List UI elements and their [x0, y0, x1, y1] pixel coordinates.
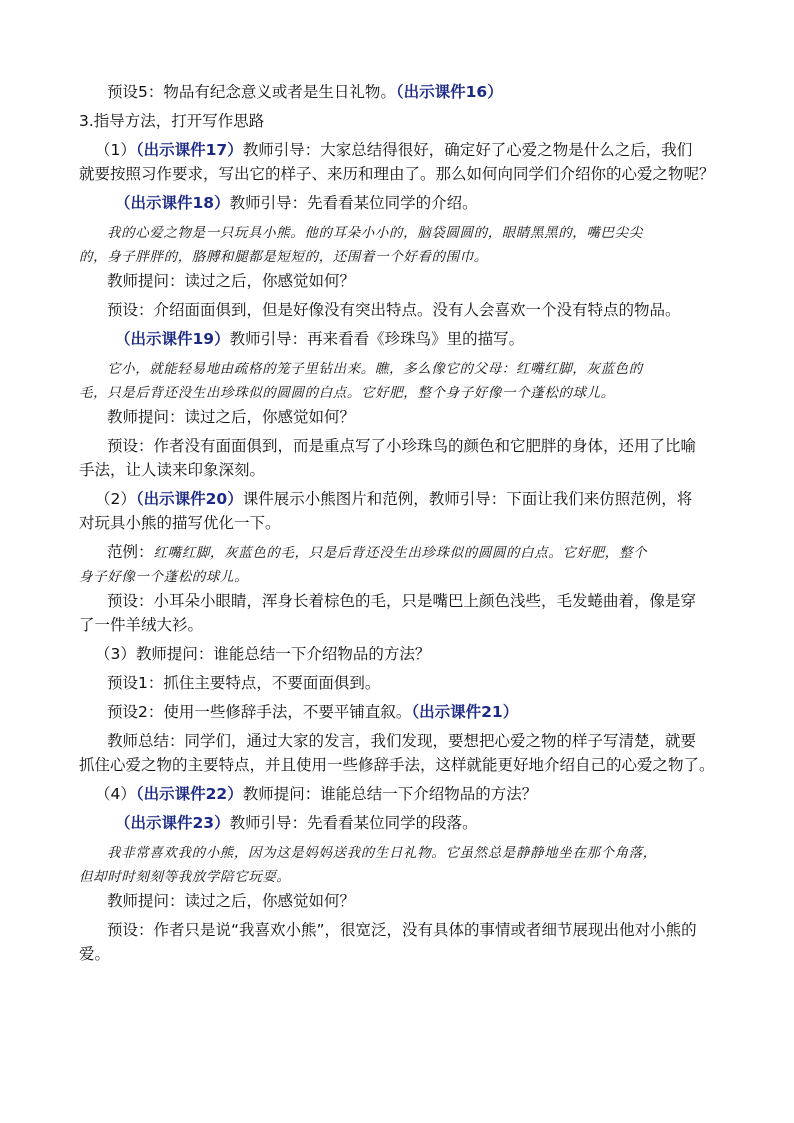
text: 预设：小耳朵小眼睛，浑身长着棕色的毛，只是嘴巴上颜色浅些，毛发蜷曲着，像是穿 [107, 592, 697, 610]
paragraph-preset-answer-2 [107, 434, 719, 458]
text: （3）教师提问：谁能总结一下介绍物品的方法？ [95, 645, 431, 663]
text: 教师提问：读过之后，你感觉如何？ [107, 892, 356, 910]
text: 我非常喜欢我的小熊，因为这是妈妈送我的生日礼物。它虽然总是静静地坐在那个角落， [107, 845, 657, 861]
paragraph-courseware-19 [115, 327, 719, 351]
courseware-tag: （出示课件18） [115, 194, 230, 212]
text: 的，身子胖胖的，胳膊和腿都是短短的，还围着一个好看的围巾。 [79, 249, 488, 265]
paragraph-step-1-cont [79, 162, 719, 186]
paragraph-step-4 [95, 782, 719, 806]
text: 教师引导：再来看看《珍珠鸟》里的描写。 [229, 330, 525, 348]
section-heading-guide-method [79, 109, 719, 133]
courseware-tag: （出示课件19） [115, 330, 230, 348]
text: 教师引导：先看看某位同学的介绍。 [229, 194, 478, 212]
paragraph-teacher-summary [107, 729, 719, 753]
paragraph-courseware-23 [115, 811, 719, 835]
text: 课件展示小熊图片和范例，教师引导：下面让我们来仿照范例，将 [242, 490, 693, 508]
paragraph-step-3 [95, 642, 719, 666]
text: 预设：作者只是说“我喜欢小熊”，很宽泛，没有具体的事情或者细节展现出他对小熊的 [107, 921, 697, 939]
paragraph-courseware-18 [115, 191, 719, 215]
courseware-tag: （出示课件22） [135, 785, 243, 803]
text: 它小，就能轻易地由疏格的笼子里钻出来。瞧，多么像它的父母：红嘴红脚，灰蓝色的 [107, 361, 643, 377]
courseware-tag: （出示课件23） [115, 814, 230, 832]
text: 预设：介绍面面俱到，但是好像没有突出特点。没有人会喜欢一个没有特点的物品。 [107, 301, 681, 319]
text: 毛，只是后背还没生出珍珠似的圆圆的白点。它好肥，整个身子好像一个蓬松的球儿。 [79, 385, 615, 401]
text: 预设5：物品有纪念意义或者是生日礼物。 [107, 83, 396, 101]
text: （2） [95, 490, 136, 508]
example-pearl-bird [107, 357, 719, 381]
example-bear-gift-cont [79, 865, 719, 889]
text: 3.指导方法，打开写作思路 [79, 112, 265, 130]
paragraph-question-3 [107, 889, 719, 913]
paragraph-preset-answer-2-cont [79, 458, 719, 482]
paragraph-step-2 [95, 487, 719, 511]
text: 教师引导：先看看某位同学的段落。 [229, 814, 478, 832]
text: 抓住心爱之物的主要特点，并且使用一些修辞手法，这样就能更好地介绍自己的心爱之物了。 [79, 756, 715, 774]
text: 身子好像一个蓬松的球儿。 [79, 569, 249, 585]
courseware-tag: （出示课件17） [135, 141, 243, 159]
text: 手法，让人读来印象深刻。 [79, 461, 266, 479]
courseware-tag: （出示课件20） [135, 490, 243, 508]
text: 教师引导：大家总结得很好，确定好了心爱之物是什么之后，我们 [242, 141, 693, 159]
text: 红嘴红脚，灰蓝色的毛，只是后背还没生出珍珠似的圆圆的白点。它好肥，整个 [153, 545, 648, 561]
example-bear-gift [107, 841, 719, 865]
text: 教师提问：读过之后，你感觉如何？ [107, 408, 356, 426]
text: 教师提问：谁能总结一下介绍物品的方法？ [242, 785, 538, 803]
text: 对玩具小熊的描写优化一下。 [79, 514, 281, 532]
text: （4） [95, 785, 136, 803]
paragraph-preset-answer-4 [107, 918, 719, 942]
example-bear-plain [107, 221, 719, 245]
paragraph-question-2 [107, 405, 719, 429]
paragraph-step-2-cont [79, 511, 719, 535]
text: 教师总结：同学们，通过大家的发言，我们发现，要想把心爱之物的样子写清楚，就要 [107, 732, 697, 750]
document-body [79, 80, 719, 966]
paragraph-preset-answer-1 [107, 298, 719, 322]
text: 预设：作者没有面面俱到，而是重点写了小珍珠鸟的颜色和它肥胖的身体，还用了比喻 [107, 437, 697, 455]
example-pearl-bird-cont [79, 381, 719, 405]
text: 就要按照习作要求，写出它的样子、来历和理由了。那么如何向同学们介绍你的心爱之物呢？ [79, 165, 715, 183]
text: 但却时时刻刻等我放学陪它玩耍。 [79, 869, 291, 885]
text: 预设1：抓住主要特点，不要面面俱到。 [107, 674, 381, 692]
paragraph-teacher-summary-cont [79, 753, 719, 777]
example-bear-plain-cont [79, 245, 719, 269]
text: （1） [95, 141, 136, 159]
paragraph-step-1 [95, 138, 719, 162]
paragraph-preset-answer-3-cont [79, 613, 719, 637]
example-model-cont [79, 565, 719, 589]
text: 我的心爱之物是一只玩具小熊。他的耳朵小小的，脑袋圆圆的，眼睛黑黑的，嘴巴尖尖 [107, 225, 643, 241]
paragraph-question-1 [107, 269, 719, 293]
example-label: 范例： [107, 543, 154, 561]
paragraph-preset-answer-4-cont [79, 942, 719, 966]
courseware-tag: （出示课件16） [395, 83, 503, 101]
paragraph-preset-answer-3 [107, 589, 719, 613]
text: 教师提问：读过之后，你感觉如何？ [107, 272, 356, 290]
text: 了一件羊绒大衫。 [79, 616, 204, 634]
paragraph-preset-5 [107, 80, 719, 104]
paragraph-preset-1 [107, 671, 719, 695]
paragraph-preset-2 [107, 700, 719, 724]
text: 预设2：使用一些修辞手法，不要平铺直叙。 [107, 703, 412, 721]
courseware-tag: （出示课件21） [411, 703, 519, 721]
text: 爱。 [79, 945, 111, 963]
example-model [107, 540, 719, 565]
